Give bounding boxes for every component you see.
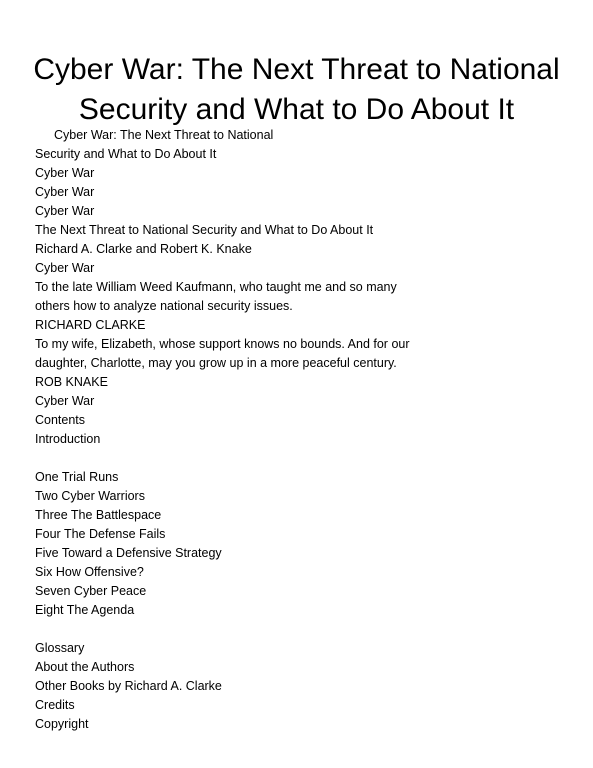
- toc-item-chapter-5: Five Toward a Defensive Strategy: [35, 546, 222, 560]
- toc-item-introduction: Introduction: [35, 432, 101, 446]
- series-title: Cyber War: [35, 185, 95, 199]
- dedication-signature: ROB KNAKE: [35, 375, 108, 389]
- spacer: [35, 449, 575, 468]
- toc-item-chapter-2: Two Cyber Warriors: [35, 489, 145, 503]
- page-title: [0, 50, 593, 130]
- toc-item-other-books: Other Books by Richard A. Clarke: [35, 679, 222, 693]
- dedication-signature: RICHARD CLARKE: [35, 318, 146, 332]
- toc-item-chapter-4: Four The Defense Fails: [35, 527, 166, 541]
- toc-item-chapter-6: Six How Offensive?: [35, 565, 144, 579]
- title-line-2: Security and What to Do About It: [78, 93, 515, 126]
- toc-item-chapter-3: Three The Battlespace: [35, 508, 162, 522]
- dedication-line: To my wife, Elizabeth, whose support knows no bounds. And for our: [35, 337, 410, 351]
- subtitle-line-2: Security and What to Do About It: [35, 147, 217, 161]
- dedication-line: others how to analyze national security issues.: [35, 299, 293, 313]
- title-line-1: Cyber War: The Next Threat to National: [33, 53, 560, 86]
- toc-item-credits: Credits: [35, 698, 75, 712]
- document-body: [35, 126, 575, 734]
- toc-item-copyright: Copyright: [35, 717, 89, 731]
- series-title: Cyber War: [35, 204, 95, 218]
- toc-item-chapter-1: One Trial Runs: [35, 470, 119, 484]
- series-title: Cyber War: [35, 166, 95, 180]
- dedication-line: daughter, Charlotte, may you grow up in a more peaceful century.: [35, 356, 397, 370]
- toc-item-chapter-7: Seven Cyber Peace: [35, 584, 147, 598]
- series-title: Cyber War: [35, 394, 95, 408]
- toc-item-chapter-8: Eight The Agenda: [35, 603, 135, 617]
- authors: Richard A. Clarke and Robert K. Knake: [35, 242, 252, 256]
- series-title: Cyber War: [35, 261, 95, 275]
- toc-item-about-authors: About the Authors: [35, 660, 135, 674]
- spacer: [35, 620, 575, 639]
- full-subtitle: The Next Threat to National Security and What to Do About It: [35, 223, 374, 237]
- contents-heading: Contents: [35, 413, 86, 427]
- dedication-line: To the late William Weed Kaufmann, who taught me and so many: [35, 280, 397, 294]
- subtitle-line-1: Cyber War: The Next Threat to National: [54, 128, 274, 142]
- toc-item-glossary: Glossary: [35, 641, 85, 655]
